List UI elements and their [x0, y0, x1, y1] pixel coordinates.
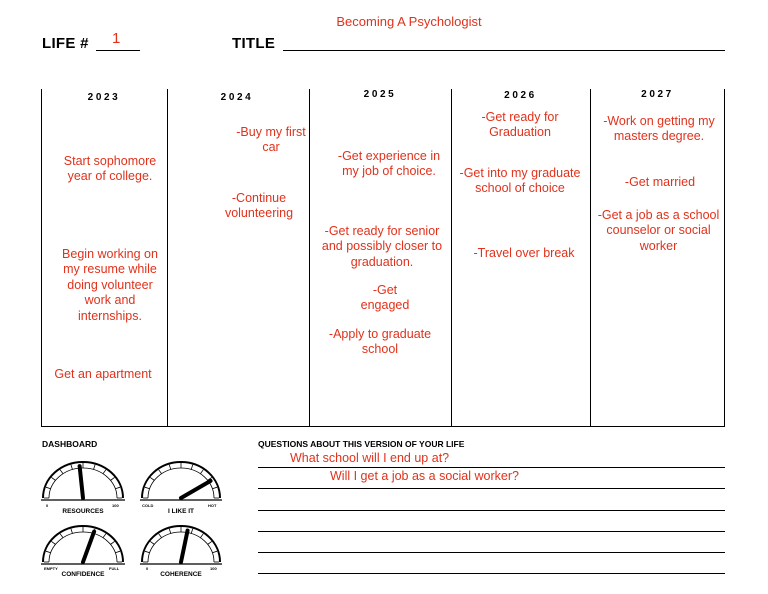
- question-line: [258, 552, 725, 553]
- title-field[interactable]: Becoming A Psychologist: [336, 14, 482, 29]
- gauge-max-label: FULL: [109, 566, 120, 571]
- gauge-tick: [46, 551, 51, 553]
- gauge-tick: [169, 465, 171, 470]
- timeline-entry[interactable]: -Get ready for senior and possibly closer to graduation.: [321, 224, 443, 269]
- timeline-entry[interactable]: -Buy my first car: [236, 125, 306, 155]
- question-line: [258, 531, 725, 532]
- gauge-needle: [83, 532, 94, 562]
- gauge-tick: [145, 551, 150, 553]
- year-header-2025: 2025: [363, 89, 397, 100]
- dashboard-title: DASHBOARD: [42, 439, 98, 449]
- question-line: [258, 488, 725, 489]
- gauge-tick: [212, 487, 217, 489]
- gauge-tick: [200, 534, 203, 538]
- gauge-tick: [71, 465, 73, 470]
- gauge-needle: [181, 481, 211, 498]
- gauge-tick: [159, 534, 162, 538]
- gauge-tick: [103, 470, 106, 474]
- year-header-2023: 2023: [87, 92, 121, 103]
- gauge-coherence: [140, 526, 222, 564]
- timeline-entry[interactable]: -Continue volunteering: [224, 191, 294, 221]
- life-number-field[interactable]: 1: [112, 30, 121, 47]
- question-line: [258, 573, 725, 574]
- timeline-entry[interactable]: -Work on getting my masters degree.: [603, 114, 715, 144]
- gauge-tick: [191, 465, 193, 470]
- timeline-entry[interactable]: Start sophomore year of college.: [63, 154, 157, 184]
- year-header-2026: 2026: [504, 90, 537, 101]
- gauge-tick: [51, 477, 55, 480]
- gauge-max-label: 100: [210, 566, 217, 571]
- gauge-tick: [111, 541, 115, 544]
- gauge-tick: [94, 465, 96, 470]
- gauge-tick: [103, 534, 106, 538]
- gauge-i-like-it: [140, 462, 222, 500]
- timeline-entry[interactable]: -Get a job as a school counselor or social worker: [597, 208, 720, 253]
- gauge-tick: [191, 529, 193, 534]
- timeline-entry[interactable]: -Get married: [624, 175, 696, 189]
- gauge-tick: [150, 541, 154, 544]
- gauge-min-label: 0: [46, 503, 49, 508]
- gauge-label-i-like-it: I LIKE IT: [168, 508, 194, 515]
- year-header-2027: 2027: [641, 89, 674, 100]
- timeline-entry[interactable]: -Get into my graduate school of choice: [459, 166, 581, 196]
- gauge-tick: [111, 477, 115, 480]
- gauge-min-label: COLD: [142, 503, 154, 508]
- title-label: TITLE: [232, 35, 276, 52]
- gauge-tick: [200, 470, 203, 474]
- gauge-label-resources: RESOURCES: [62, 508, 104, 515]
- gauge-tick: [169, 529, 171, 534]
- gauge-min-label: 0: [146, 566, 149, 571]
- gauge-max-label: HOT: [208, 503, 217, 508]
- year-header-2024: 2024: [220, 92, 254, 103]
- timeline-entry[interactable]: -Get experience in my job of choice.: [337, 149, 441, 179]
- question-line: [258, 510, 725, 511]
- timeline-entry[interactable]: -Travel over break: [473, 246, 575, 260]
- question-answer[interactable]: Will I get a job as a social worker?: [330, 469, 519, 483]
- gauge-tick: [71, 529, 73, 534]
- gauge-tick: [115, 551, 120, 553]
- gauge-needle: [181, 531, 188, 562]
- gauge-label-confidence: CONFIDENCE: [61, 571, 105, 578]
- question-answer[interactable]: What school will I end up at?: [290, 451, 450, 465]
- gauge-confidence: [41, 526, 125, 564]
- timeline-entry[interactable]: Get an apartment: [54, 367, 152, 381]
- gauge-tick: [208, 541, 212, 544]
- gauge-tick: [212, 551, 217, 553]
- gauge-tick: [46, 487, 51, 489]
- timeline-entry[interactable]: -Get ready for Graduation: [481, 110, 559, 140]
- gauge-max-label: 100: [112, 503, 119, 508]
- timeline-entry[interactable]: -Apply to graduate school: [328, 327, 432, 357]
- gauge-tick: [60, 534, 63, 538]
- gauge-tick: [60, 470, 63, 474]
- gauge-label-coherence: COHERENCE: [160, 571, 202, 578]
- questions-title: QUESTIONS ABOUT THIS VERSION OF YOUR LIFE: [258, 439, 465, 449]
- gauge-resources: [41, 462, 125, 500]
- gauge-tick: [51, 541, 55, 544]
- gauge-needle: [80, 466, 83, 498]
- gauge-tick: [115, 487, 120, 489]
- gauge-min-label: EMPTY: [44, 566, 58, 571]
- gauge-tick: [159, 470, 162, 474]
- question-line: [258, 467, 725, 468]
- timeline-entry[interactable]: Begin working on my resume while doing volunteer work and internships.: [62, 247, 158, 323]
- gauge-tick: [150, 477, 154, 480]
- gauge-tick: [145, 487, 150, 489]
- life-label: LIFE #: [42, 35, 89, 52]
- timeline-entry[interactable]: -Get engaged: [360, 283, 410, 313]
